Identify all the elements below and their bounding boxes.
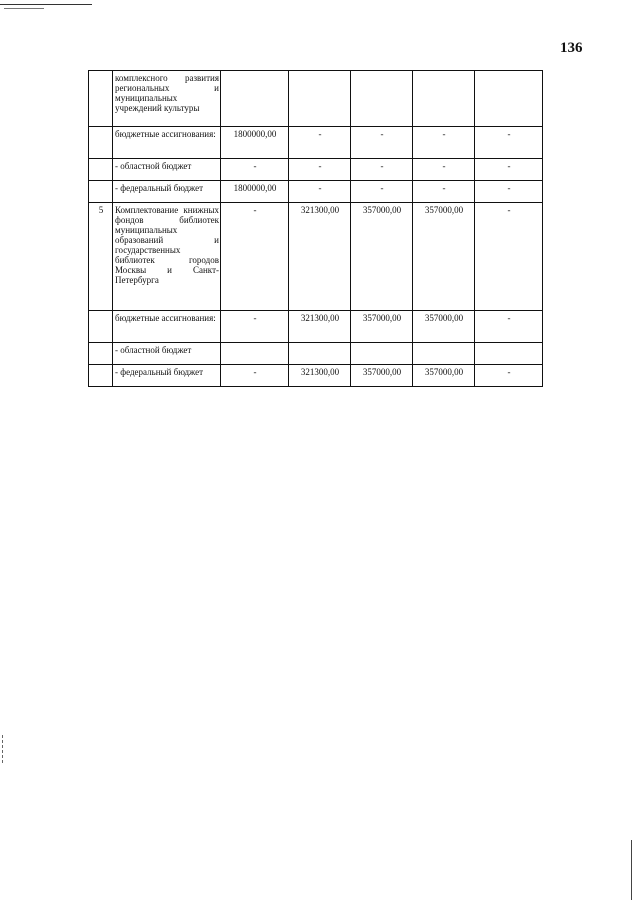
value-cell: 357000,00 [413,311,475,343]
value-cell: 321300,00 [289,365,351,387]
value-cell: - [413,181,475,203]
value-cell: - [351,159,413,181]
row-name: комплексного развития региональных и муниципальных учреждений культуры [113,71,221,127]
value-cell: - [221,159,289,181]
value-cell: 357000,00 [413,203,475,311]
table-row [89,311,543,343]
value-cell [221,343,289,365]
value-cell: - [475,127,543,159]
value-cell [351,71,413,127]
value-cell [413,343,475,365]
budget-table [88,70,543,387]
row-name: бюджетные ассигнования: [113,127,221,159]
table-row [89,159,543,181]
row-number [89,159,113,181]
value-cell [475,71,543,127]
value-cell [413,71,475,127]
row-number [89,343,113,365]
value-cell: - [221,365,289,387]
scan-artifact-left [2,735,3,763]
value-cell: - [413,159,475,181]
value-cell [351,343,413,365]
value-cell: - [475,203,543,311]
row-number [89,365,113,387]
row-number [89,181,113,203]
page-number: 136 [560,40,583,56]
value-cell: 357000,00 [351,203,413,311]
value-cell: - [289,127,351,159]
scan-artifact-right [631,840,632,900]
value-cell: - [289,159,351,181]
value-cell: - [475,365,543,387]
value-cell: 357000,00 [351,311,413,343]
row-number [89,127,113,159]
value-cell [221,71,289,127]
value-cell: - [351,181,413,203]
value-cell: - [475,311,543,343]
row-name: - областной бюджет [113,159,221,181]
value-cell: - [289,181,351,203]
table-row [89,181,543,203]
row-name: Комплектование книжных фондов библиотек муниципальных образований и государственных библиотек городов Москвы и Санкт-Петербурга [113,203,221,311]
table-row [89,127,543,159]
value-cell [289,71,351,127]
value-cell: 321300,00 [289,203,351,311]
table-row [89,71,543,127]
scan-artifact-top [0,4,92,5]
value-cell: 1800000,00 [221,127,289,159]
value-cell: 357000,00 [351,365,413,387]
row-number [89,311,113,343]
value-cell: - [351,127,413,159]
value-cell: 1800000,00 [221,181,289,203]
table-row [89,203,543,311]
row-name: бюджетные ассигнования: [113,311,221,343]
value-cell: 321300,00 [289,311,351,343]
row-number [89,71,113,127]
row-name: - федеральный бюджет [113,181,221,203]
value-cell [475,343,543,365]
value-cell: - [475,159,543,181]
value-cell: - [221,311,289,343]
value-cell: - [221,203,289,311]
row-number: 5 [89,203,113,311]
value-cell [289,343,351,365]
scan-artifact-top-secondary [4,8,44,9]
value-cell: - [475,181,543,203]
value-cell: - [413,127,475,159]
row-name: - федеральный бюджет [113,365,221,387]
row-name: - областной бюджет [113,343,221,365]
value-cell: 357000,00 [413,365,475,387]
table-row [89,343,543,365]
table-row [89,365,543,387]
